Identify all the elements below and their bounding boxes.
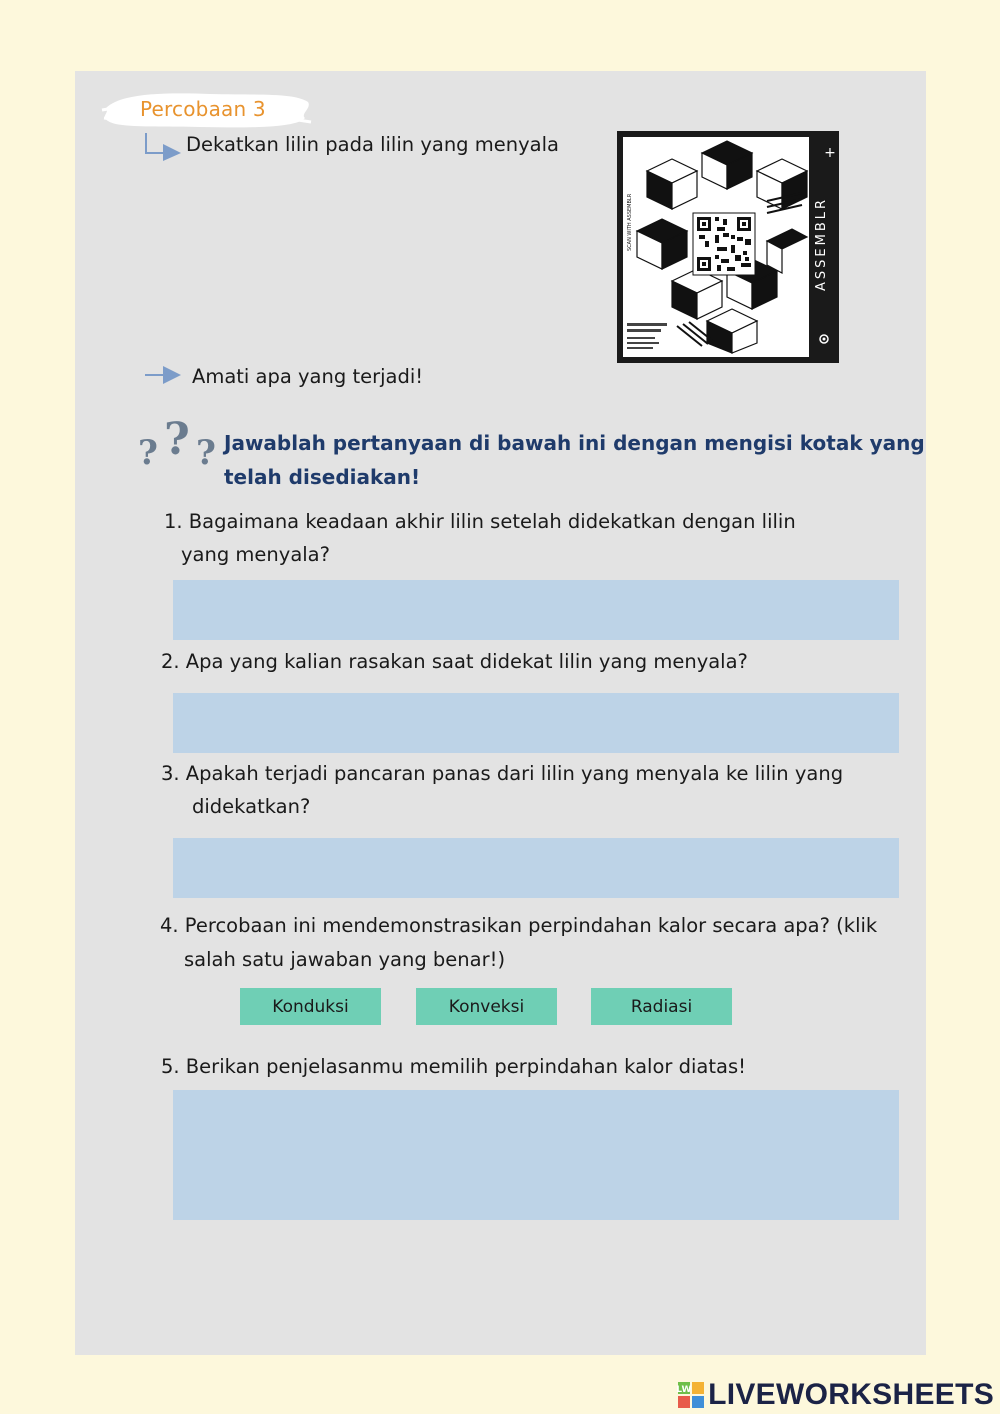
question-5-line-1: 5. Berikan penjelasanmu memilih perpindahan kalor diatas! bbox=[161, 1055, 746, 1078]
ar-marker-image bbox=[617, 131, 839, 363]
instruction-line-2: telah disediakan! bbox=[224, 465, 421, 489]
liveworksheets-logo bbox=[678, 1378, 994, 1412]
question-2-line-1: 2. Apa yang kalian rasakan saat didekat lilin yang menyala? bbox=[161, 650, 748, 673]
liveworksheets-logo-icon bbox=[678, 1382, 704, 1408]
question-marks-icon bbox=[138, 416, 224, 478]
answer-3-input[interactable] bbox=[173, 838, 899, 898]
option-konveksi-button[interactable]: Konveksi bbox=[416, 988, 557, 1025]
svg-text:+: + bbox=[824, 145, 836, 161]
answer-5-textarea[interactable] bbox=[173, 1090, 899, 1220]
question-4-line-2: salah satu jawaban yang benar!) bbox=[184, 948, 506, 971]
elbow-arrow-icon bbox=[143, 133, 185, 161]
question-4-line-1: 4. Percobaan ini mendemonstrasikan perpindahan kalor secara apa? (klik bbox=[160, 914, 878, 937]
svg-text:?: ? bbox=[138, 433, 158, 473]
marker-side-text: ASSEMBLR bbox=[814, 196, 829, 291]
instruction-line-1: Jawablah pertanyaan di bawah ini dengan mengisi kotak yang bbox=[224, 431, 925, 455]
marker-top-text: SCAN WITH ASSEMBLR bbox=[627, 193, 633, 251]
ar-marker-card bbox=[617, 131, 839, 363]
option-radiasi-button[interactable]: Radiasi bbox=[591, 988, 732, 1025]
step-1-text: Dekatkan lilin pada lilin yang menyala bbox=[186, 133, 559, 156]
svg-text:?: ? bbox=[164, 414, 190, 465]
brand-name: LIVEWORKSHEETS bbox=[708, 1378, 994, 1411]
svg-text:LW: LW bbox=[676, 1385, 692, 1395]
answer-1-input[interactable] bbox=[173, 580, 899, 640]
step-2-text: Amati apa yang terjadi! bbox=[192, 365, 424, 388]
question-1-line-2: yang menyala? bbox=[181, 543, 330, 566]
answer-2-input[interactable] bbox=[173, 693, 899, 753]
question-3-line-2: didekatkan? bbox=[192, 795, 311, 818]
svg-text:?: ? bbox=[196, 433, 216, 473]
experiment-title: Percobaan 3 bbox=[140, 97, 266, 121]
option-konduksi-button[interactable]: Konduksi bbox=[240, 988, 381, 1025]
question-3-line-1: 3. Apakah terjadi pancaran panas dari lilin yang menyala ke lilin yang bbox=[161, 762, 844, 785]
right-arrow-icon bbox=[145, 364, 183, 386]
question-1-line-1: 1. Bagaimana keadaan akhir lilin setelah didekatkan dengan lilin bbox=[164, 510, 796, 533]
